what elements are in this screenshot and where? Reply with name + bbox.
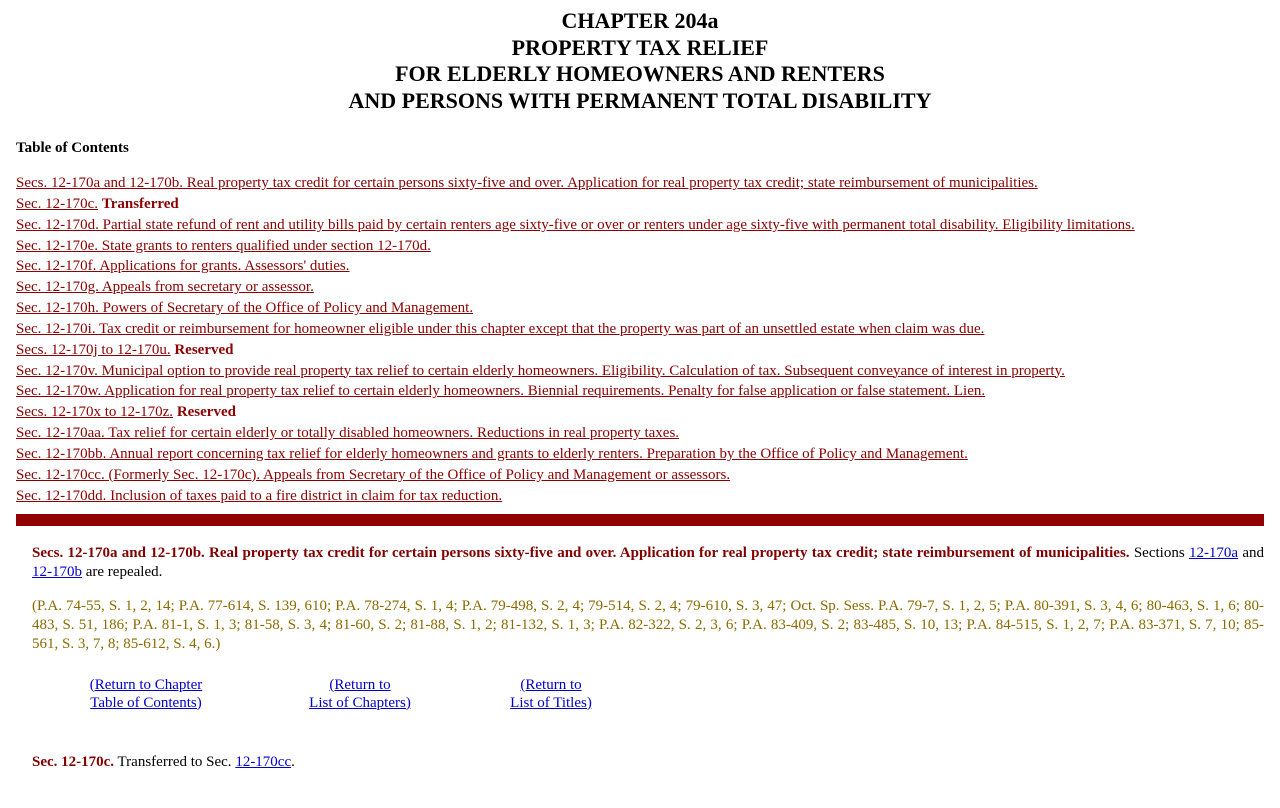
toc-item	[16, 445, 1264, 464]
toc-item	[16, 382, 1264, 401]
nav-link-line: List of Titles)	[510, 694, 592, 711]
link-12-170a[interactable]: 12-170a	[1188, 544, 1239, 561]
toc-item	[16, 257, 1264, 276]
toc-link[interactable]: Sec. 12-170f. Applications for grants. Assessors' duties.	[16, 258, 350, 275]
return-navigation	[16, 676, 1264, 716]
toc-link[interactable]: Sec. 12-170cc. (Formerly Sec. 12-170c). Appeals from Secretary of the Office of Policy and Management or assessors.	[16, 466, 731, 483]
section-divider	[16, 514, 1264, 526]
toc-item	[16, 299, 1264, 318]
chapter-title-line: AND PERSONS WITH PERMANENT TOTAL DISABILITY	[348, 87, 932, 113]
section-text: Transferred to Sec.	[117, 753, 232, 770]
nav-link-line: (Return to	[520, 676, 582, 693]
toc-item	[16, 403, 1264, 422]
toc-link[interactable]: Sec. 12-170bb. Annual report concerning tax relief for elderly homeowners and grants to elderly renters. Preparation by the Office of Policy and Management.	[16, 445, 968, 462]
section-text: Sections	[1133, 544, 1185, 561]
toc-link[interactable]: Sec. 12-170g. Appeals from secretary or assessor.	[16, 279, 314, 296]
toc-item	[16, 195, 1264, 214]
nav-link-line: List of Chapters)	[309, 694, 411, 711]
toc-item	[16, 216, 1264, 235]
chapter-title	[16, 8, 1264, 114]
return-to-list-of-titles-link[interactable]	[498, 676, 604, 712]
nav-link-line: Table of Contents)	[90, 694, 202, 711]
return-to-chapter-toc-link[interactable]	[76, 676, 216, 712]
toc-status-label: Transferred	[101, 195, 179, 212]
toc-heading: Table of Contents	[16, 140, 129, 156]
toc-link[interactable]: Sec. 12-170c.	[16, 195, 99, 212]
nav-link-line: (Return to	[329, 676, 391, 693]
nav-link-line: (Return to Chapter	[89, 676, 203, 693]
toc-link[interactable]: Sec. 12-170d. Partial state refund of rent and utility bills paid by certain renters age sixty-five or over or renters under age sixty-five with permanent total disability. Eligibility limitations.	[16, 216, 1135, 233]
toc-status-label: Reserved	[174, 341, 234, 358]
section-text: are repealed.	[85, 564, 163, 581]
link-12-170b[interactable]: 12-170b	[32, 564, 82, 581]
toc-status-label: Reserved	[176, 404, 236, 421]
toc-item	[16, 320, 1264, 339]
toc-link[interactable]: Secs. 12-170x to 12-170z.	[16, 404, 174, 421]
return-to-list-of-chapters-link[interactable]	[300, 676, 420, 712]
toc-item	[16, 341, 1264, 360]
chapter-number: CHAPTER 204a	[561, 8, 719, 33]
section-12-170c	[16, 754, 1264, 771]
toc-link[interactable]: Sec. 12-170h. Powers of Secretary of the Office of Policy and Management.	[16, 300, 474, 317]
toc-item	[16, 487, 1264, 506]
toc-link[interactable]: Sec. 12-170w. Application for real property tax relief to certain elderly homeowners. Biennial requirements. Penalty for false application or false statement. Lien.	[16, 383, 986, 400]
toc-item	[16, 362, 1264, 381]
section-12-170a-b	[16, 544, 1264, 583]
toc-link[interactable]: Sec. 12-170v. Municipal option to provide real property tax relief to certain elderly homeowners. Eligibility. Calculation of tax. Subsequent conveyance of interest in property.	[16, 362, 1065, 379]
chapter-title-line: PROPERTY TAX RELIEF	[511, 34, 769, 60]
toc-link[interactable]: Sec. 12-170dd. Inclusion of taxes paid to a fire district in claim for tax reduction.	[16, 487, 503, 504]
toc-link[interactable]: Sec. 12-170aa. Tax relief for certain elderly or totally disabled homeowners. Reductions in real property taxes.	[16, 425, 680, 442]
chapter-title-line: FOR ELDERLY HOMEOWNERS AND RENTERS	[395, 61, 885, 86]
toc-link[interactable]: Sec. 12-170e. State grants to renters qualified under section 12-170d.	[16, 237, 431, 254]
toc-link[interactable]: Secs. 12-170j to 12-170u.	[16, 341, 171, 358]
section-text-end: .	[291, 753, 295, 770]
toc-link[interactable]: Sec. 12-170i. Tax credit or reimbursement for homeowner eligible under this chapter except that the property was part of an unsettled estate when claim was due.	[16, 320, 985, 337]
section-heading: Secs. 12-170a and 12-170b. Real property tax credit for certain persons sixty-five and over. Application for real property tax credit; state reimbursement of municipalities.	[32, 544, 1130, 561]
toc-item	[16, 466, 1264, 485]
toc-link[interactable]: Secs. 12-170a and 12-170b. Real property tax credit for certain persons sixty-five and over. Application for real property tax credit; state reimbursement of municipalities.	[16, 175, 1038, 191]
table-of-contents	[16, 174, 1264, 506]
section-text: and	[1242, 544, 1265, 561]
history-note: (P.A. 74-55, S. 1, 2, 14; P.A. 77-614, S. 139, 610; P.A. 78-274, S. 1, 4; P.A. 79-498, S. 2, 4; 79-514, S. 2, 4; 79-610, S. 3, 47; Oct. Sp. Sess. P.A. 79-7, S. 1, 2, 5; P.A. 80-391, S. 3, 4, 6; 80-463, S. 1, 6; 80-483, S. 51, 186; P.A. 81-1, S. 1, 3; 81-58, S. 3, 4; 81-60, S. 2; 81-88, S. 1, 2; 81-132, S. 1, 3; P.A. 82-322, S. 2, 3, 6; P.A. 83-409, S. 2; 83-485, S. 10, 13; P.A. 84-515, S. 1, 2, 7; P.A. 83-371, S. 7, 10; 85-561, S. 3, 7, 8; 85-612, S. 4, 6.)	[32, 597, 1264, 652]
toc-item	[16, 278, 1264, 297]
toc-item	[16, 424, 1264, 443]
section-heading: Sec. 12-170c.	[32, 753, 115, 770]
toc-item	[16, 237, 1264, 256]
page	[0, 8, 1280, 771]
link-12-170cc[interactable]: 12-170cc	[235, 753, 292, 770]
toc-item	[16, 174, 1264, 193]
